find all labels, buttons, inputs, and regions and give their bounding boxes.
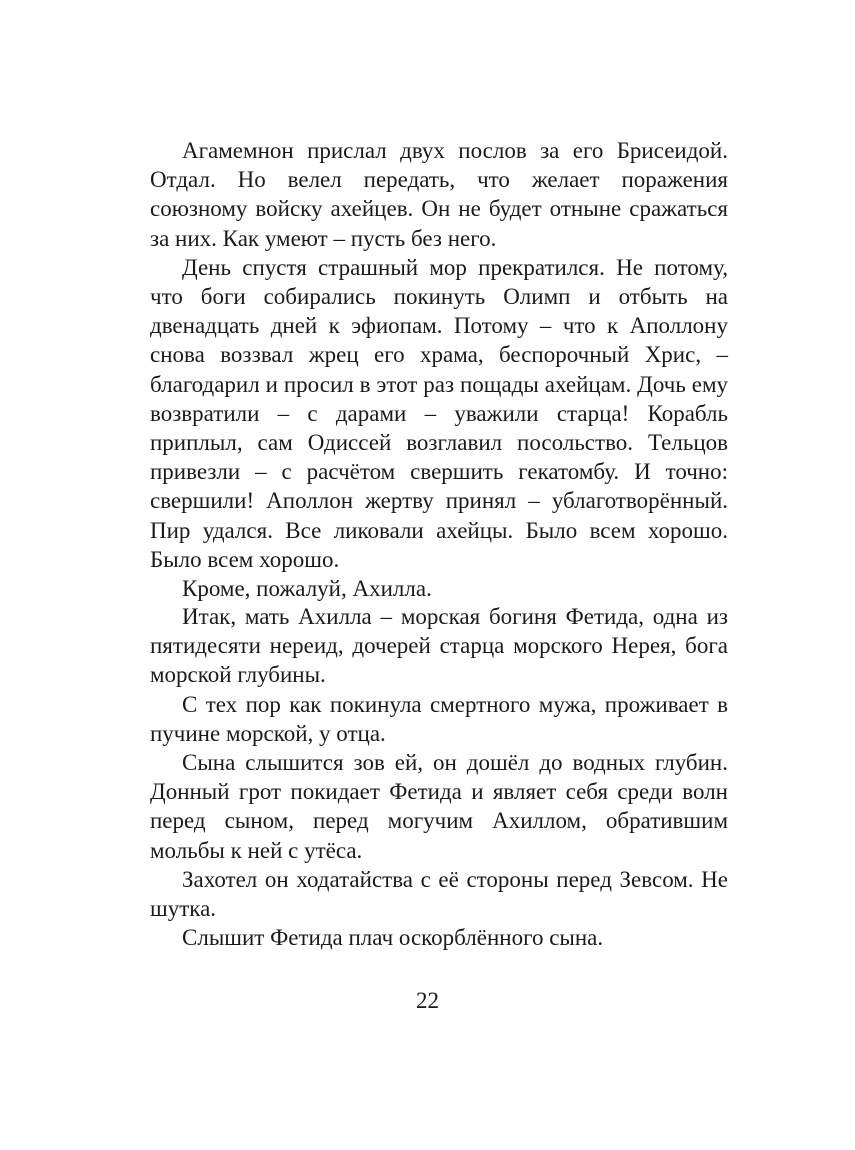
text-section-1: [150, 136, 728, 603]
paragraph: Захотел он ходатайства с её стороны перед Зевсом. Не шутка.: [150, 866, 728, 922]
paragraph: Итак, мать Ахилла – морская богиня Фетида, одна из пятидесяти нереид, дочерей старца морского Нерея, бога морской глубины.: [150, 604, 728, 688]
paragraph: Слышит Фетида плач оскорблённого сына.: [182, 925, 604, 951]
paragraph: День спустя страшный мор прекратился. Не потому, что боги собирались покинуть Олимп и отбыть на двенадцать дней к эфиопам. Потому – что к Аполлону снова воззвал жрец его храма, беспорочный Хрис, – благодарил и просил в этот раз пощады ахейцам. Дочь ему возвратили – с дарами – уважили старца! Корабль приплыл, сам Одиссей возглавил посольство. Тельцов привезли – с расчётом свершить гекатомбу. И точно: свершили! Аполлон жертву принял – ублаготворённый. Пир удался. Все ликовали ахейцы. Было всем хорошо. Было всем хорошо.: [150, 254, 728, 572]
paragraph: Сына слышится зов ей, он дошёл до водных глубин. Донный грот покидает Фетида и являет себя среди волн перед сыном, перед могучим Ахиллом, обратившим мольбы к ней с утёса.: [150, 750, 728, 863]
text-section-2: [150, 602, 728, 952]
paragraph: Кроме, пожалуй, Ахилла.: [182, 576, 432, 602]
page-number: 22: [416, 988, 439, 1013]
paragraph: С тех пор как покинула смертного мужа, проживает в пучине морской, у отца.: [150, 691, 728, 746]
paragraph: Агамемнон прислал двух послов за его Брисеидой. Отдал. Но велел передать, что желает поражения союзному войску ахейцев. Он не будет отныне сражаться за них. Как умеют – пусть без него.: [150, 138, 728, 251]
